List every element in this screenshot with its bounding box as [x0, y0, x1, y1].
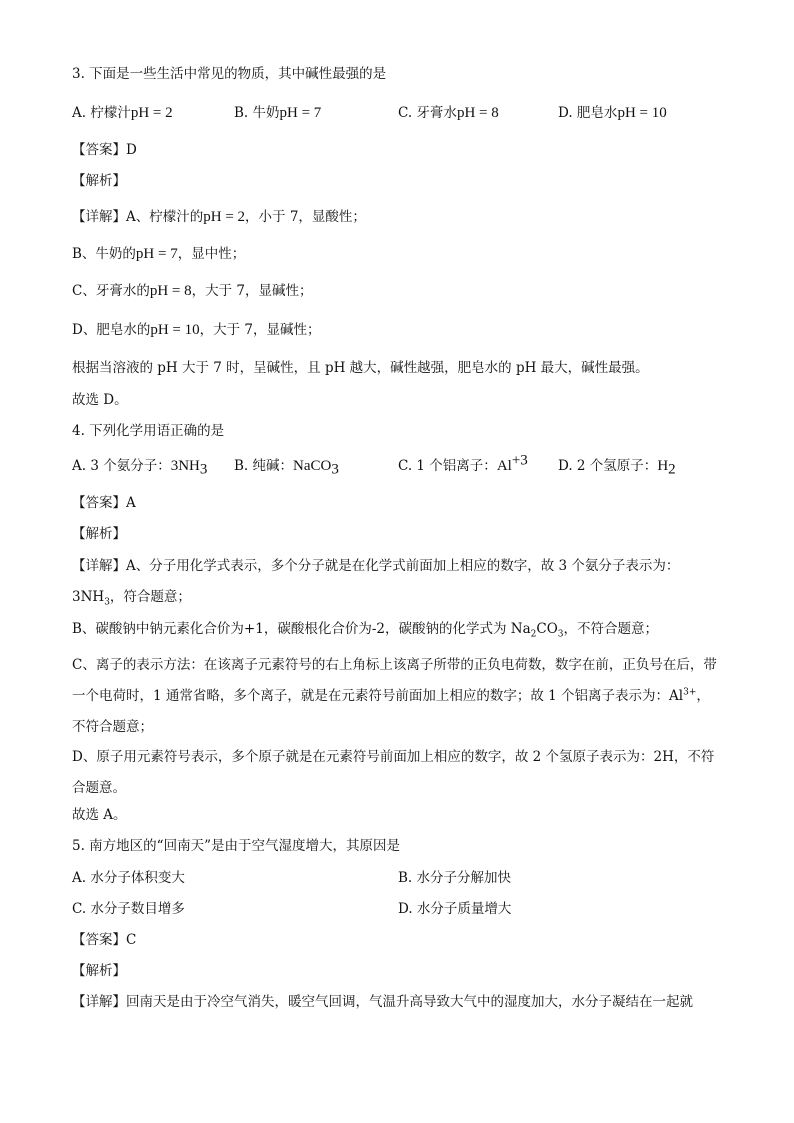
q4-detail-a-cont: $3NH_3$，符合题意； — [72, 589, 191, 608]
q3-detail-d: D、肥皂水的pH = 10，大于 7，显碱性； — [72, 322, 321, 338]
q4-analysis-tag: 【解析】 — [72, 526, 126, 542]
q3-option-a: A. 柠檬汁pH = 2 — [72, 105, 173, 121]
q5-detail: 【详解】回南天是由于冷空气消失，暖空气回调，气温升高导致大气中的湿度加大，水分子凝结在一起就 — [72, 994, 693, 1010]
q3-analysis-tag: 【解析】 — [72, 173, 126, 189]
q5-option-d: D. 水分子质量增大 — [398, 901, 512, 917]
q3-choose: 故选 D。 — [72, 392, 128, 408]
q3-conclusion: 根据当溶液的 pH 大于 7 时，呈碱性，且 pH 越大，碱性越强，肥皂水的 pH 最大，碱性最强。 — [72, 360, 649, 376]
q4-detail-c: C、离子的表示方法：在该离子元素符号的右上角标上该离子所带的正负电荷数，数字在前，正负号在后，带一个电荷时，1 通常省略，多个离子，就是在元素符号前面加上相应的数字；故 1 个铝离子表示为：$Al^{3+}$，不符合题意； — [72, 657, 717, 735]
q3-detail-a: 【详解】A、柠檬汁的pH = 2，小于 7，显酸性； — [72, 209, 366, 225]
q3-detail-c: C、牙膏水的pH = 8，大于 7，显碱性； — [72, 283, 313, 299]
q4-answer: 【答案】A — [72, 495, 136, 511]
q4-detail-a: 【详解】A、分子用化学式表示，多个分子就是在化学式前面加上相应的数字，故 3 个氨分子表示为： — [72, 558, 680, 574]
q5-stem: 5. 南方地区的“回南天”是由于空气湿度增大，其原因是 — [72, 838, 400, 854]
q5-option-b: B. 水分子分解加快 — [398, 870, 512, 886]
q3-answer: 【答案】D — [72, 142, 137, 158]
q3-option-c: C. 牙膏水pH = 8 — [398, 105, 499, 121]
q5-option-a: A. 水分子体积变大 — [72, 870, 185, 886]
q4-option-d: D. 2 个氢原子：$H_2$ — [558, 458, 676, 478]
q4-detail-d: D、原子用元素符号表示，多个原子就是在元素符号前面加上相应的数字，故 2 个氢原子表示为：2H，不符合题意。 — [72, 749, 715, 796]
q4-stem: 4. 下列化学用语正确的是 — [72, 423, 225, 439]
q5-analysis-tag: 【解析】 — [72, 963, 126, 979]
q3-option-b-formula: pH = 7 — [279, 105, 322, 121]
q3-option-a-formula: pH = 2 — [130, 105, 173, 121]
q4-option-a: A. 3 个氨分子：$3NH_3$ — [72, 458, 208, 478]
q5-answer: 【答案】C — [72, 932, 137, 948]
q3-option-b: B. 牛奶pH = 7 — [234, 105, 322, 121]
q3-detail-b: B、牛奶的pH = 7，显中性； — [72, 246, 246, 262]
q4-detail-b: B、碳酸钠中钠元素化合价为+1，碳酸根化合价为-2，碳酸钠的化学式为 $Na_2CO_3$，不符合题意； — [72, 621, 658, 640]
q3-option-d-formula: pH = 10 — [617, 105, 667, 121]
q5-option-c: C. 水分子数目增多 — [72, 901, 185, 917]
q3-option-c-formula: pH = 8 — [456, 105, 499, 121]
q3-stem: 3. 下面是一些生活中常见的物质，其中碱性最强的是 — [72, 66, 387, 82]
q4-option-b: B. 纯碱：NaCO$_3$ — [234, 458, 339, 478]
q3-option-d: D. 肥皂水pH = 10 — [558, 105, 667, 121]
q4-choose: 故选 A。 — [72, 807, 127, 823]
q4-option-c: C. 1 个铝离子：$Al^{+3}$ — [398, 452, 528, 474]
